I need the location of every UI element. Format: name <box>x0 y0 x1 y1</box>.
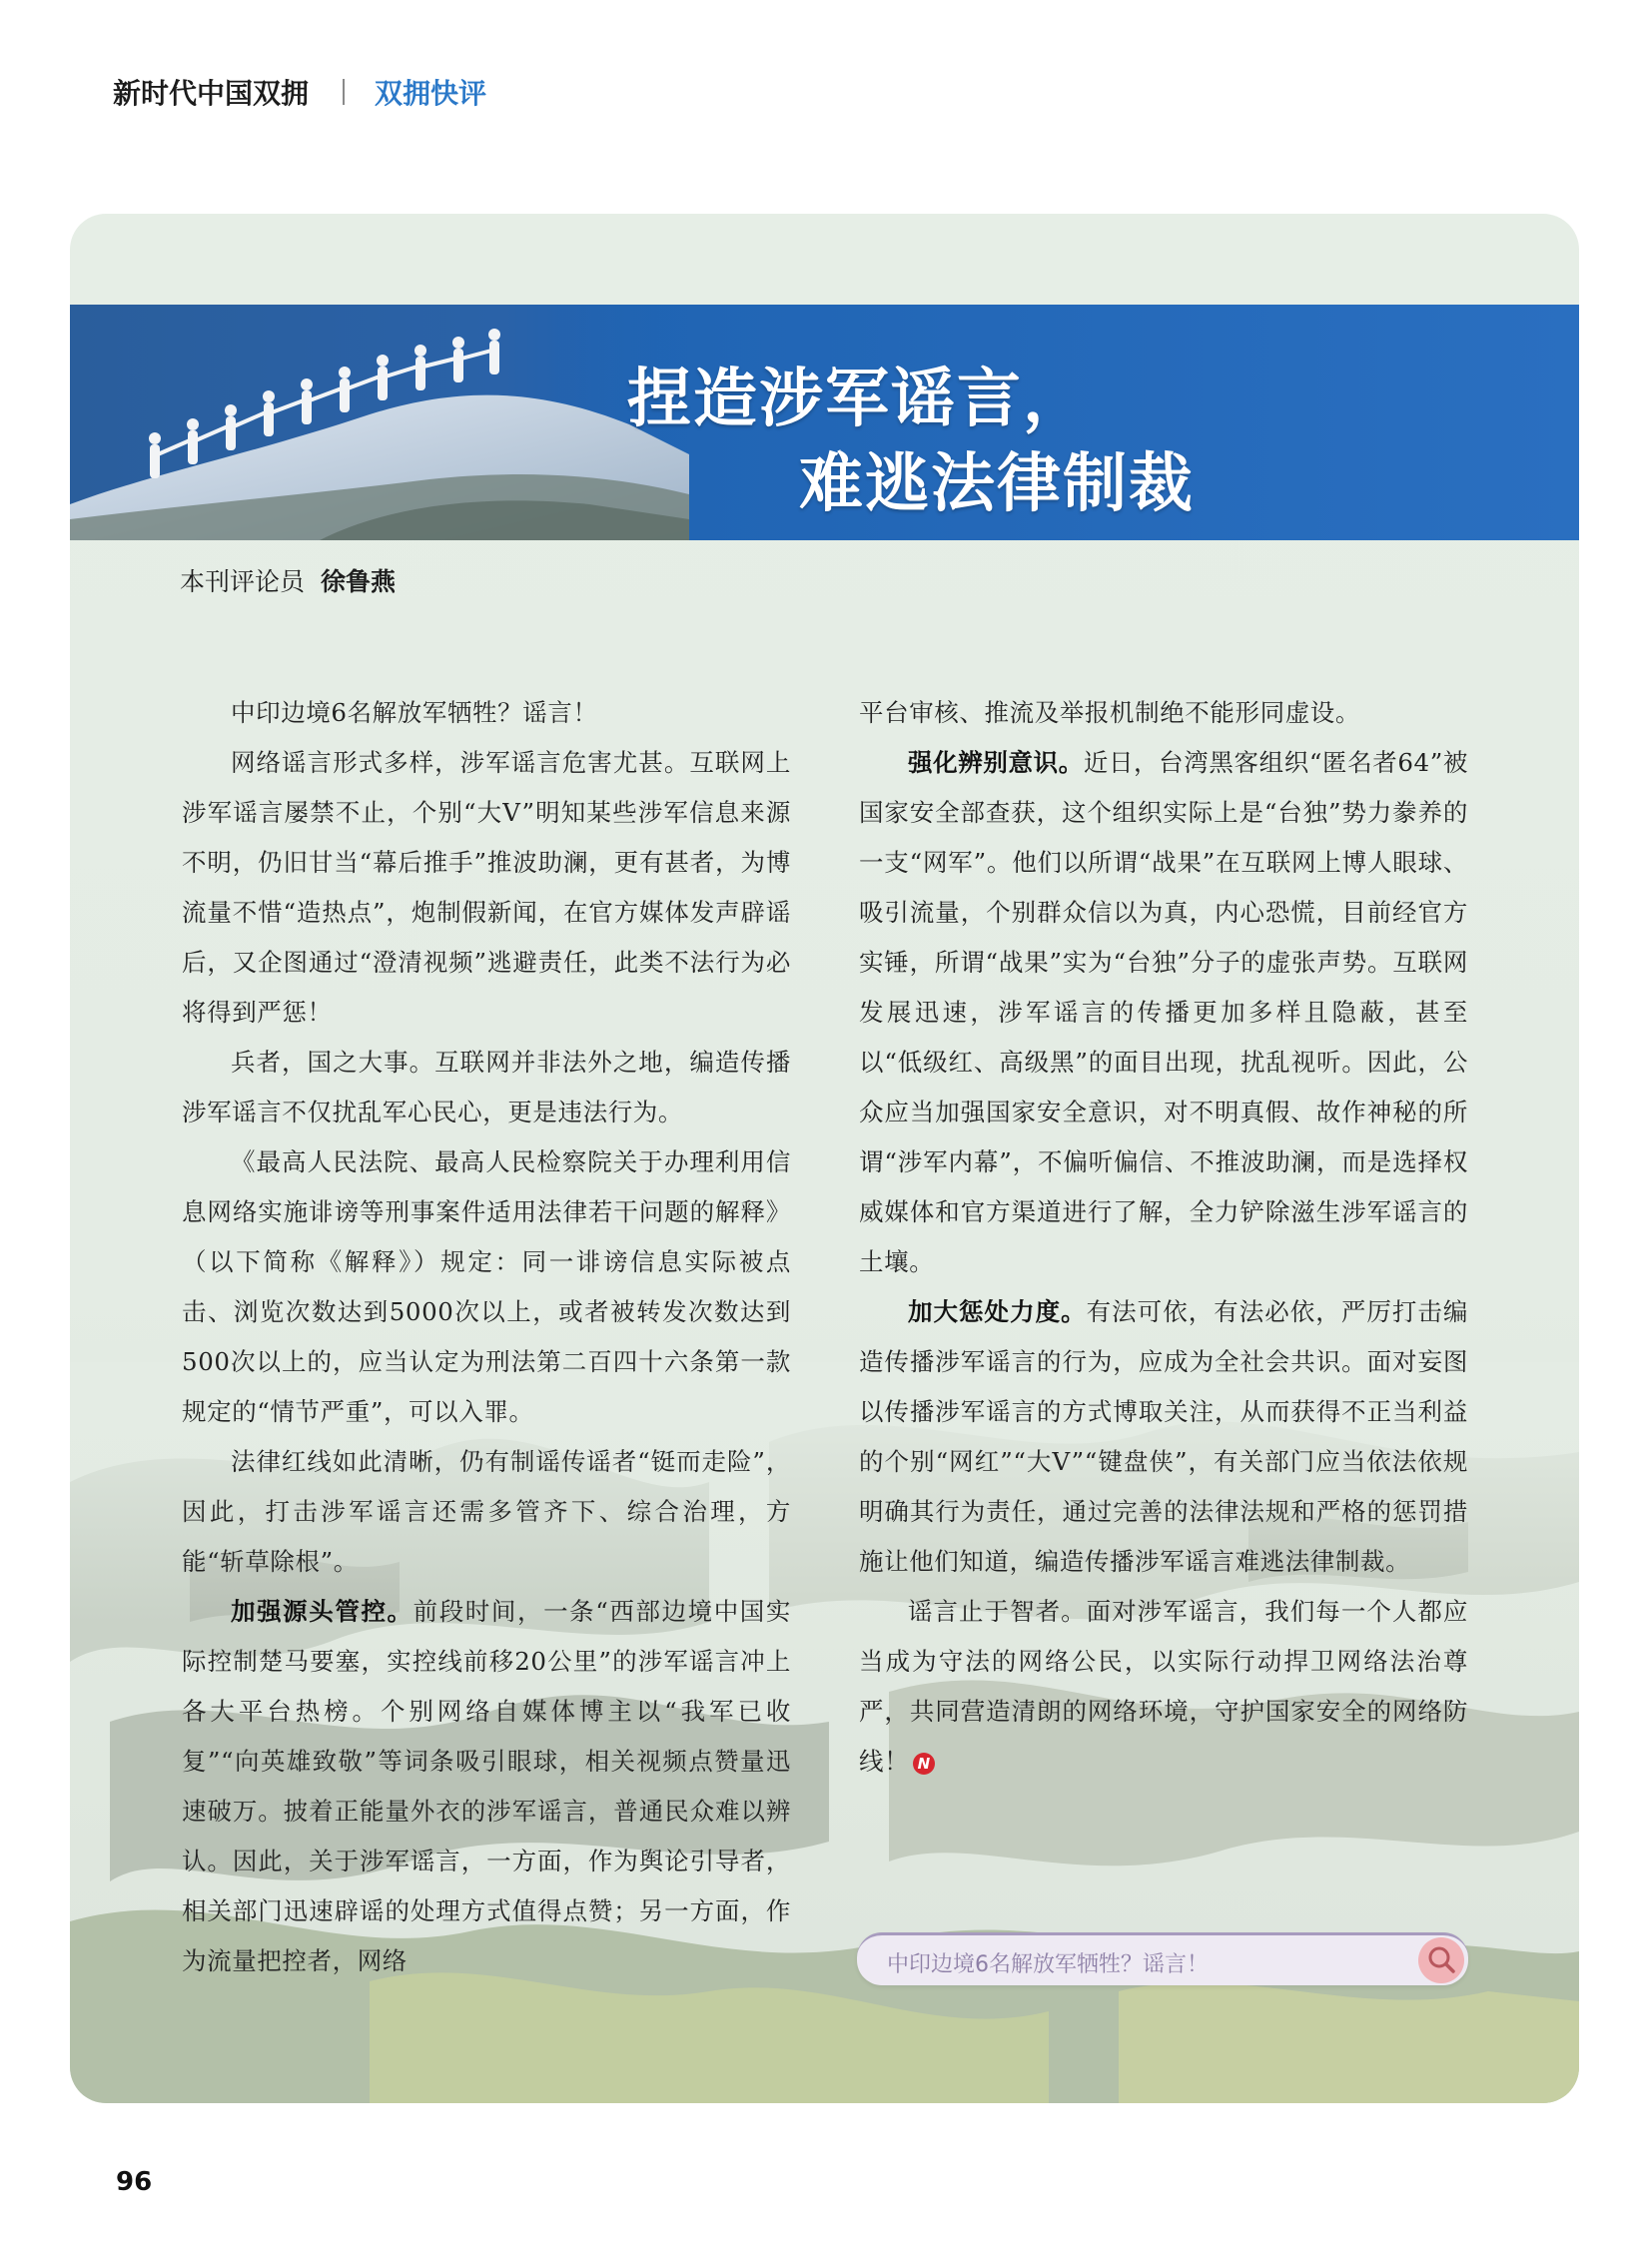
article-title-line-1: 捏造涉军谣言， <box>627 362 1089 436</box>
running-header <box>113 72 486 112</box>
byline-author: 徐鲁燕 <box>320 567 396 596</box>
paragraph <box>859 738 1468 1287</box>
search-text: 中印边境6名解放军牺牲？谣言！ <box>887 1952 1209 1977</box>
title-banner <box>70 305 1579 540</box>
right-column <box>859 688 1468 1787</box>
column-name: 双拥快评 <box>375 77 487 110</box>
soldiers-photo <box>70 305 689 540</box>
paragraph-body: 近日，台湾黑客组织“匿名者64”被国家安全部查获，这个组织实际上是“台独”势力豢养的一支“网军”。他们以所谓“战果”在互联网上博人眼球、吸引流量，个别群众信以为真，内心恐慌，目前经官方实锤，所谓“战果”实为“台独”分子的虚张声势。互联网发展迅速，涉军谣言的传播更加多样且隐蔽，甚至以“低级红、高级黑”的面目出现，扰乱视听。因此，公众应当加强国家安全意识，对不明真假、故作神秘的所谓“涉军内幕”，不偏听偏信、不推波助澜，而是选择权威媒体和官方渠道进行了解，全力铲除滋生涉军谣言的土壤。 <box>859 748 1468 1276</box>
paragraph <box>859 1587 1468 1787</box>
paragraph: 《最高人民法院、最高人民检察院关于办理利用信息网络实施诽谤等刑事案件适用法律若干问题的解释》（以下简称《解释》）规定：同一诽谤信息实际被点击、浏览次数达到5000次以上，或者被转发次数达到500次以上的，应当认定为刑法第二百四十六条第一款规定的“情节严重”，可以入罪。 <box>182 1147 791 1426</box>
paragraph: 法律红线如此清晰，仍有制谣传谣者“铤而走险”，因此，打击涉军谣言还需多管齐下、综合治理，方能“斩草除根”。 <box>182 1447 791 1576</box>
byline-role: 本刊评论员 <box>180 567 306 596</box>
paragraph <box>182 1587 791 1986</box>
paragraph: 中印边境6名解放军牺牲？谣言！ <box>231 698 598 727</box>
section-heading: 加大惩处力度。 <box>908 1297 1087 1326</box>
left-column <box>182 688 791 1986</box>
paragraph: 兵者，国之大事。互联网并非法外之地，编造传播涉军谣言不仅扰乱军心民心，更是违法行为。 <box>182 1048 791 1126</box>
paragraph: 平台审核、推流及举报机制绝不能形同虚设。 <box>859 698 1360 727</box>
paragraph-body: 前段时间，一条“西部边境中国实际控制楚马要塞，实控线前移20公里”的涉军谣言冲上各大平台热榜。个别网络自媒体博主以“我军已收复”“向英雄致敬”等词条吸引眼球，相关视频点赞量迅速破万。披着正能量外衣的涉军谣言，普通民众难以辨认。因此，关于涉军谣言，一方面，作为舆论引导者，相关部门迅速辟谣的处理方式值得点赞；另一方面，作为流量把控者，网络 <box>182 1597 791 1975</box>
byline <box>180 562 396 598</box>
article-title-line-2: 难逃法律制裁 <box>799 446 1195 521</box>
end-mark-icon: N <box>913 1753 935 1775</box>
paragraph <box>859 1287 1468 1587</box>
magazine-name: 新时代中国双拥 <box>113 77 310 110</box>
header-divider <box>343 79 345 105</box>
paragraph-body: 有法可依，有法必依，严厉打击编造传播涉军谣言的行为，应成为全社会共识。面对妄图以传播涉军谣言的方式博取关注，从而获得不正当利益的个别“网红”“大V”“键盘侠”，有关部门应当依法依规明确其行为责任，通过完善的法律法规和严格的惩罚措施让他们知道，编造传播涉军谣言难逃法律制裁。 <box>859 1297 1469 1576</box>
paragraph: 网络谣言形式多样，涉军谣言危害尤甚。互联网上涉军谣言屡禁不止，个别“大V”明知某些涉军信息来源不明，仍旧甘当“幕后推手”推波助澜，更有甚者，为博流量不惜“造热点”，炮制假新闻，在官方媒体发声辟谣后，又企图通过“澄清视频”逃避责任，此类不法行为必将得到严惩！ <box>182 748 791 1027</box>
page-number: 96 <box>116 2167 153 2197</box>
paragraph-body: 谣言止于智者。面对涉军谣言，我们每一个人都应当成为守法的网络公民，以实际行动捍卫网络法治尊严，共同营造清朗的网络环境，守护国家安全的网络防线！ <box>859 1597 1468 1776</box>
section-heading: 强化辨别意识。 <box>908 748 1084 777</box>
section-heading: 加强源头管控。 <box>231 1597 413 1626</box>
search-bar <box>857 1932 1468 1985</box>
search-icon <box>1418 1937 1464 1983</box>
